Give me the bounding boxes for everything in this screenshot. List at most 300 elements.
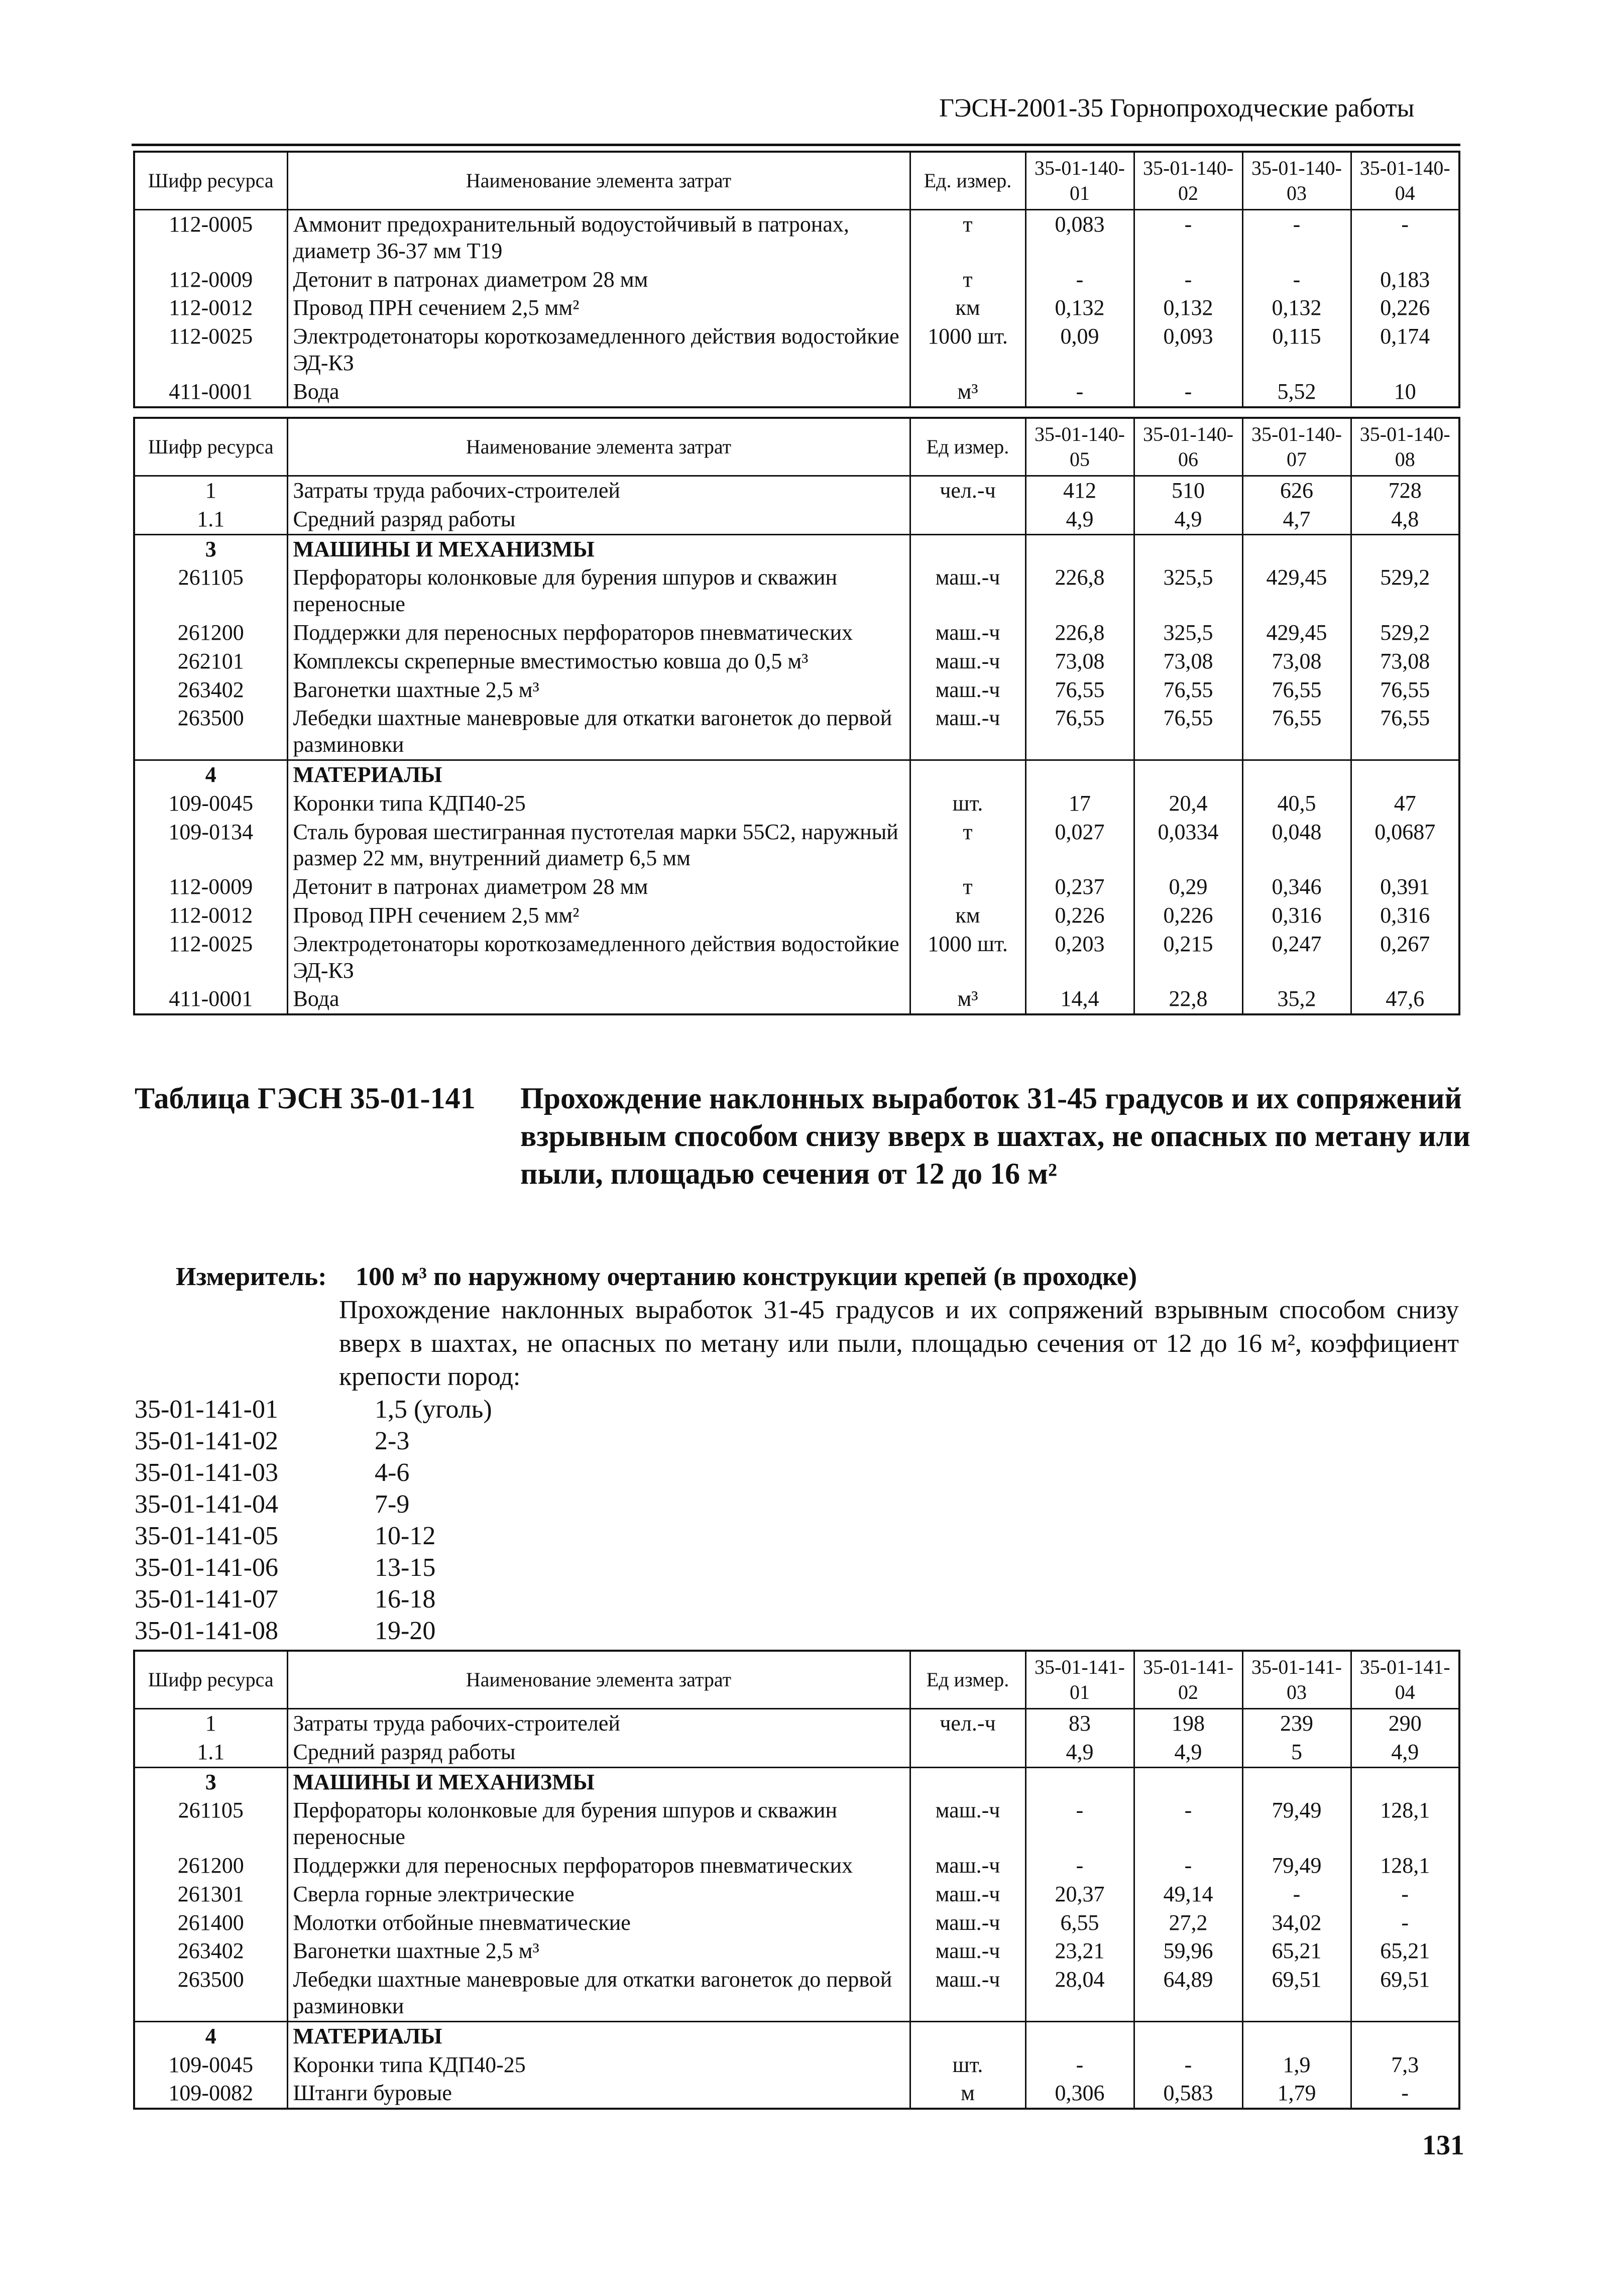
cell-value-2: 0,093 xyxy=(1134,322,1242,378)
header-col-1: 35-01-141-01 xyxy=(1025,1651,1134,1709)
cell-value-1: - xyxy=(1025,1796,1134,1852)
rock-hardness-value: 19-20 xyxy=(375,1617,436,1645)
header-divider xyxy=(132,144,1460,146)
cell-name: Средний разряд работы xyxy=(287,1738,910,1767)
cell-value-2: 64,89 xyxy=(1134,1966,1242,2021)
cell-code: 109-0045 xyxy=(134,2051,287,2080)
cell-value-2: - xyxy=(1134,1796,1242,1852)
cell-value-1: 83 xyxy=(1025,1709,1134,1738)
table-row xyxy=(134,676,1459,705)
cell-code: 263500 xyxy=(134,704,287,760)
cell-value-4: 0,391 xyxy=(1351,873,1459,901)
cell-value-4: - xyxy=(1351,1909,1459,1937)
cell-value-2: 325,5 xyxy=(1134,619,1242,647)
cell-value-3: 5 xyxy=(1242,1738,1351,1767)
header-col-2: 35-01-141-02 xyxy=(1134,1651,1242,1709)
cell-code: 109-0134 xyxy=(134,818,287,873)
cell-name: Перфораторы колонковые для бурения шпуров и скважин переносные xyxy=(287,563,910,619)
table-row xyxy=(134,476,1459,505)
cell-name: Провод ПРН сечением 2,5 мм² xyxy=(287,294,910,322)
cell-name: Лебедки шахтные маневровые для откатки вагонеток до первой разминовки xyxy=(287,1966,910,2021)
header-unit: Ед. измер. xyxy=(910,152,1025,210)
cell-value-1 xyxy=(1025,2021,1134,2050)
cell-value-3: 35,2 xyxy=(1242,985,1351,1014)
cell-value-2: 0,0334 xyxy=(1134,818,1242,873)
cell-name: Детонит в патронах диаметром 28 мм xyxy=(287,873,910,901)
header-col-3: 35-01-140-07 xyxy=(1242,418,1351,476)
cell-value-1: 76,55 xyxy=(1025,676,1134,705)
header-unit: Ед измер. xyxy=(910,418,1025,476)
cell-value-3: 0,316 xyxy=(1242,901,1351,930)
cell-code: 261105 xyxy=(134,563,287,619)
table-row xyxy=(134,930,1459,985)
cell-value-2: 198 xyxy=(1134,1709,1242,1738)
cell-code: 1 xyxy=(134,476,287,505)
cell-value-1: 14,4 xyxy=(1025,985,1134,1014)
cell-value-1: 0,237 xyxy=(1025,873,1134,901)
cell-unit: чел.-ч xyxy=(910,1709,1025,1738)
cell-unit xyxy=(910,534,1025,563)
cell-value-2: 76,55 xyxy=(1134,676,1242,705)
cell-value-4: 69,51 xyxy=(1351,1966,1459,2021)
cell-unit: маш.-ч xyxy=(910,1852,1025,1880)
cell-value-4: 76,55 xyxy=(1351,676,1459,705)
cell-value-2: 0,132 xyxy=(1134,294,1242,322)
cell-unit: маш.-ч xyxy=(910,1796,1025,1852)
cell-value-4: 0,226 xyxy=(1351,294,1459,322)
cell-value-3 xyxy=(1242,2021,1351,2050)
cell-value-3: - xyxy=(1242,1880,1351,1909)
cell-value-2: 325,5 xyxy=(1134,563,1242,619)
cell-value-1: - xyxy=(1025,1852,1134,1880)
cell-value-1: 0,306 xyxy=(1025,2079,1134,2109)
cell-unit: т xyxy=(910,210,1025,266)
cell-value-2: 0,29 xyxy=(1134,873,1242,901)
cell-value-3: 429,45 xyxy=(1242,563,1351,619)
cell-value-1: - xyxy=(1025,378,1134,407)
table-row xyxy=(134,789,1459,818)
cell-code: 262101 xyxy=(134,647,287,676)
cell-code: 263402 xyxy=(134,1937,287,1966)
table-row xyxy=(134,873,1459,901)
cell-value-3 xyxy=(1242,760,1351,789)
cell-unit: км xyxy=(910,294,1025,322)
header-col-2: 35-01-140-06 xyxy=(1134,418,1242,476)
cell-name: Лебедки шахтные маневровые для откатки вагонеток до первой разминовки xyxy=(287,704,910,760)
cell-value-4: 4,9 xyxy=(1351,1738,1459,1767)
cell-name: Аммонит предохранительный водоустойчивый в патронах, диаметр 36-37 мм Т19 xyxy=(287,210,910,266)
cell-value-3: 76,55 xyxy=(1242,704,1351,760)
cell-value-2: - xyxy=(1134,266,1242,294)
norm-code: 35-01-141-07 xyxy=(135,1585,278,1614)
cell-value-2: 4,9 xyxy=(1134,1738,1242,1767)
cell-code: 3 xyxy=(134,534,287,563)
cell-value-3: 429,45 xyxy=(1242,619,1351,647)
cell-value-2: 510 xyxy=(1134,476,1242,505)
page-number: 131 xyxy=(1422,2130,1464,2161)
cell-value-1: - xyxy=(1025,266,1134,294)
cell-value-3: 0,132 xyxy=(1242,294,1351,322)
cell-unit: т xyxy=(910,266,1025,294)
norm-code: 35-01-141-04 xyxy=(135,1490,278,1519)
cell-value-4: 76,55 xyxy=(1351,704,1459,760)
cell-unit: маш.-ч xyxy=(910,1880,1025,1909)
cell-value-3: 4,7 xyxy=(1242,505,1351,534)
cell-value-2: 49,14 xyxy=(1134,1880,1242,1909)
cell-value-1: 73,08 xyxy=(1025,647,1134,676)
table-row xyxy=(134,1937,1459,1966)
cell-unit: км xyxy=(910,901,1025,930)
cell-value-4: 290 xyxy=(1351,1709,1459,1738)
header-col-4: 35-01-140-04 xyxy=(1351,152,1459,210)
cell-unit: 1000 шт. xyxy=(910,930,1025,985)
rock-hardness-value: 1,5 (уголь) xyxy=(375,1395,492,1424)
resource-table-140-05-08 xyxy=(133,417,1460,1015)
cell-value-2: 0,226 xyxy=(1134,901,1242,930)
rock-hardness-value: 4-6 xyxy=(375,1458,410,1487)
cell-unit: шт. xyxy=(910,789,1025,818)
table-row xyxy=(134,1709,1459,1738)
rock-hardness-value: 2-3 xyxy=(375,1427,410,1455)
cell-code: 112-0025 xyxy=(134,322,287,378)
cell-code: 109-0082 xyxy=(134,2079,287,2109)
header-col-2: 35-01-140-02 xyxy=(1134,152,1242,210)
cell-code: 261105 xyxy=(134,1796,287,1852)
table-row xyxy=(134,704,1459,760)
cell-name: Детонит в патронах диаметром 28 мм xyxy=(287,266,910,294)
cell-code: 411-0001 xyxy=(134,378,287,407)
cell-value-1: 20,37 xyxy=(1025,1880,1134,1909)
cell-value-2: - xyxy=(1134,378,1242,407)
cell-value-1: 28,04 xyxy=(1025,1966,1134,2021)
measure-description: Прохождение наклонных выработок 31-45 градусов и их сопряжений взрывным способом снизу вверх в шахтах, не опасных по метану или пыли, площадью сечения от 12 до 16 м², коэффициент крепости пород: xyxy=(339,1296,1459,1392)
cell-name: Комплексы скреперные вместимостью ковша до 0,5 м³ xyxy=(287,647,910,676)
cell-value-4: 0,316 xyxy=(1351,901,1459,930)
table-row xyxy=(134,210,1459,266)
table-row xyxy=(134,619,1459,647)
cell-value-1: 0,027 xyxy=(1025,818,1134,873)
cell-value-4: 128,1 xyxy=(1351,1852,1459,1880)
cell-name: Поддержки для переносных перфораторов пневматических xyxy=(287,1852,910,1880)
cell-value-4: 529,2 xyxy=(1351,619,1459,647)
rock-hardness-value: 10-12 xyxy=(375,1522,436,1550)
cell-unit: чел.-ч xyxy=(910,476,1025,505)
cell-unit: шт. xyxy=(910,2051,1025,2080)
table-row xyxy=(134,378,1459,407)
table-row xyxy=(134,760,1459,789)
cell-value-2: 73,08 xyxy=(1134,647,1242,676)
cell-value-4: 65,21 xyxy=(1351,1937,1459,1966)
cell-value-4 xyxy=(1351,534,1459,563)
cell-value-1: 23,21 xyxy=(1025,1937,1134,1966)
cell-name: Коронки типа КДП40-25 xyxy=(287,2051,910,2080)
cell-name: МАТЕРИАЛЫ xyxy=(287,2021,910,2050)
cell-value-4: 73,08 xyxy=(1351,647,1459,676)
cell-value-1 xyxy=(1025,534,1134,563)
cell-unit: маш.-ч xyxy=(910,1937,1025,1966)
cell-value-1: 0,083 xyxy=(1025,210,1134,266)
cell-code: 261200 xyxy=(134,619,287,647)
cell-unit: 1000 шт. xyxy=(910,322,1025,378)
table-header-row xyxy=(134,1651,1459,1709)
table-row xyxy=(134,1966,1459,2021)
table-row xyxy=(134,901,1459,930)
resource-table-140-01-04 xyxy=(133,151,1460,408)
cell-unit: т xyxy=(910,818,1025,873)
table-row xyxy=(134,563,1459,619)
norm-code: 35-01-141-06 xyxy=(135,1553,278,1582)
cell-value-2 xyxy=(1134,1767,1242,1796)
cell-value-2: 0,215 xyxy=(1134,930,1242,985)
cell-name: Вода xyxy=(287,985,910,1014)
cell-value-1: 6,55 xyxy=(1025,1909,1134,1937)
cell-value-4: 47,6 xyxy=(1351,985,1459,1014)
table-row xyxy=(134,2021,1459,2050)
cell-value-2: 20,4 xyxy=(1134,789,1242,818)
rock-hardness-value: 16-18 xyxy=(375,1585,436,1614)
cell-code: 112-0012 xyxy=(134,294,287,322)
cell-unit: маш.-ч xyxy=(910,647,1025,676)
cell-code: 4 xyxy=(134,2021,287,2050)
cell-value-1: 0,226 xyxy=(1025,901,1134,930)
header-col-1: 35-01-140-01 xyxy=(1025,152,1134,210)
header-col-3: 35-01-140-03 xyxy=(1242,152,1351,210)
cell-value-2 xyxy=(1134,2021,1242,2050)
cell-unit: маш.-ч xyxy=(910,563,1025,619)
cell-value-1 xyxy=(1025,1767,1134,1796)
cell-unit: маш.-ч xyxy=(910,1909,1025,1937)
cell-code: 1.1 xyxy=(134,505,287,534)
cell-value-4: 0,0687 xyxy=(1351,818,1459,873)
cell-unit: м xyxy=(910,2079,1025,2109)
table-row xyxy=(134,2051,1459,2080)
header-col-1: 35-01-140-05 xyxy=(1025,418,1134,476)
table-row xyxy=(134,985,1459,1014)
cell-name: Поддержки для переносных перфораторов пневматических xyxy=(287,619,910,647)
cell-unit: маш.-ч xyxy=(910,676,1025,705)
cell-value-4: 0,183 xyxy=(1351,266,1459,294)
cell-value-3: 65,21 xyxy=(1242,1937,1351,1966)
cell-value-2: - xyxy=(1134,210,1242,266)
cell-value-4 xyxy=(1351,2021,1459,2050)
table-row xyxy=(134,266,1459,294)
cell-name: Средний разряд работы xyxy=(287,505,910,534)
cell-value-1: 0,203 xyxy=(1025,930,1134,985)
cell-value-2 xyxy=(1134,534,1242,563)
cell-value-1: 226,8 xyxy=(1025,619,1134,647)
norm-code: 35-01-141-02 xyxy=(135,1427,278,1455)
cell-code: 3 xyxy=(134,1767,287,1796)
norm-code: 35-01-141-05 xyxy=(135,1522,278,1550)
cell-value-3: 0,048 xyxy=(1242,818,1351,873)
table-row xyxy=(134,322,1459,378)
table-header-row xyxy=(134,418,1459,476)
cell-code: 112-0005 xyxy=(134,210,287,266)
cell-value-3: - xyxy=(1242,210,1351,266)
cell-unit xyxy=(910,760,1025,789)
cell-value-3: - xyxy=(1242,266,1351,294)
table-row xyxy=(134,1767,1459,1796)
cell-value-1: 412 xyxy=(1025,476,1134,505)
cell-value-4: - xyxy=(1351,1880,1459,1909)
cell-name: Затраты труда рабочих-строителей xyxy=(287,1709,910,1738)
cell-code: 112-0012 xyxy=(134,901,287,930)
cell-value-2 xyxy=(1134,760,1242,789)
cell-unit: маш.-ч xyxy=(910,704,1025,760)
cell-value-1: 4,9 xyxy=(1025,505,1134,534)
cell-value-1: 0,09 xyxy=(1025,322,1134,378)
header-col-3: 35-01-141-03 xyxy=(1242,1651,1351,1709)
cell-code: 112-0009 xyxy=(134,266,287,294)
cell-code: 261400 xyxy=(134,1909,287,1937)
table-row xyxy=(134,1738,1459,1767)
cell-value-3 xyxy=(1242,1767,1351,1796)
cell-value-2: 4,9 xyxy=(1134,505,1242,534)
cell-name: МАШИНЫ И МЕХАНИЗМЫ xyxy=(287,1767,910,1796)
header-col-4: 35-01-140-08 xyxy=(1351,418,1459,476)
cell-name: Штанги буровые xyxy=(287,2079,910,2109)
cell-value-3: 0,346 xyxy=(1242,873,1351,901)
cell-name: Вагонетки шахтные 2,5 м³ xyxy=(287,676,910,705)
cell-code: 112-0009 xyxy=(134,873,287,901)
cell-value-4: 0,267 xyxy=(1351,930,1459,985)
cell-unit: т xyxy=(910,873,1025,901)
cell-value-4: 47 xyxy=(1351,789,1459,818)
header-name: Наименование элемента затрат xyxy=(287,418,910,476)
header-name: Наименование элемента затрат xyxy=(287,152,910,210)
cell-value-4: 7,3 xyxy=(1351,2051,1459,2080)
cell-code: 1.1 xyxy=(134,1738,287,1767)
cell-code: 261301 xyxy=(134,1880,287,1909)
rock-hardness-value: 13-15 xyxy=(375,1553,436,1582)
cell-value-3: 5,52 xyxy=(1242,378,1351,407)
cell-value-2: 22,8 xyxy=(1134,985,1242,1014)
norm-code: 35-01-141-03 xyxy=(135,1458,278,1487)
cell-value-1: 226,8 xyxy=(1025,563,1134,619)
resource-table-141-01-04 xyxy=(133,1650,1460,2110)
table-title-label: Таблица ГЭСН 35-01-141 xyxy=(135,1082,476,1115)
table-row xyxy=(134,534,1459,563)
cell-unit: маш.-ч xyxy=(910,619,1025,647)
page-header: ГЭСН-2001-35 Горнопроходческие работы xyxy=(939,94,1415,123)
cell-name: Сталь буровая шестигранная пустотелая марки 55С2, наружный размер 22 мм, внутренний диаметр 6,5 мм xyxy=(287,818,910,873)
norm-code: 35-01-141-01 xyxy=(135,1395,278,1424)
header-code: Шифр ресурса xyxy=(134,152,287,210)
cell-code: 411-0001 xyxy=(134,985,287,1014)
cell-code: 263402 xyxy=(134,676,287,705)
cell-value-1: 4,9 xyxy=(1025,1738,1134,1767)
table-row xyxy=(134,818,1459,873)
cell-value-3: 76,55 xyxy=(1242,676,1351,705)
table-title-text: Прохождение наклонных выработок 31-45 градусов и их сопряжений взрывным способом снизу вверх в шахтах, не опасных по метану или пыли, площадью сечения от 12 до 16 м² xyxy=(520,1082,1470,1190)
cell-value-2: 27,2 xyxy=(1134,1909,1242,1937)
rock-hardness-value: 7-9 xyxy=(375,1490,410,1519)
cell-name: Электродетонаторы короткозамедленного действия водостойкие ЭД-КЗ xyxy=(287,930,910,985)
cell-name: Затраты труда рабочих-строителей xyxy=(287,476,910,505)
cell-value-4 xyxy=(1351,1767,1459,1796)
cell-name: Сверла горные электрические xyxy=(287,1880,910,1909)
cell-name: Перфораторы колонковые для бурения шпуров и скважин переносные xyxy=(287,1796,910,1852)
measure-value: 100 м³ по наружному очертанию конструкции крепей (в проходке) xyxy=(356,1262,1137,1291)
cell-value-3: 69,51 xyxy=(1242,1966,1351,2021)
cell-code: 1 xyxy=(134,1709,287,1738)
table-row xyxy=(134,1880,1459,1909)
header-unit: Ед измер. xyxy=(910,1651,1025,1709)
cell-value-3: 40,5 xyxy=(1242,789,1351,818)
cell-value-3: 1,9 xyxy=(1242,2051,1351,2080)
cell-value-4: 0,174 xyxy=(1351,322,1459,378)
cell-unit: м³ xyxy=(910,985,1025,1014)
cell-code: 112-0025 xyxy=(134,930,287,985)
cell-value-4: 4,8 xyxy=(1351,505,1459,534)
cell-code: 4 xyxy=(134,760,287,789)
cell-value-4: 128,1 xyxy=(1351,1796,1459,1852)
cell-unit xyxy=(910,2021,1025,2050)
cell-value-3: 73,08 xyxy=(1242,647,1351,676)
cell-value-1 xyxy=(1025,760,1134,789)
cell-value-4: - xyxy=(1351,2079,1459,2109)
cell-value-4: 529,2 xyxy=(1351,563,1459,619)
cell-value-2: 76,55 xyxy=(1134,704,1242,760)
table-row xyxy=(134,294,1459,322)
cell-name: МАТЕРИАЛЫ xyxy=(287,760,910,789)
table-row xyxy=(134,1852,1459,1880)
header-code: Шифр ресурса xyxy=(134,1651,287,1709)
cell-value-3: 0,247 xyxy=(1242,930,1351,985)
cell-unit xyxy=(910,1767,1025,1796)
cell-value-4: 728 xyxy=(1351,476,1459,505)
cell-value-1: 0,132 xyxy=(1025,294,1134,322)
cell-code: 261200 xyxy=(134,1852,287,1880)
cell-value-3: 626 xyxy=(1242,476,1351,505)
cell-value-2: - xyxy=(1134,2051,1242,2080)
cell-name: МАШИНЫ И МЕХАНИЗМЫ xyxy=(287,534,910,563)
cell-value-3: 239 xyxy=(1242,1709,1351,1738)
table-row xyxy=(134,1796,1459,1852)
cell-name: Вагонетки шахтные 2,5 м³ xyxy=(287,1937,910,1966)
cell-value-1: - xyxy=(1025,2051,1134,2080)
cell-name: Молотки отбойные пневматические xyxy=(287,1909,910,1937)
cell-value-2: 59,96 xyxy=(1134,1937,1242,1966)
cell-unit xyxy=(910,505,1025,534)
cell-name: Электродетонаторы короткозамедленного действия водостойкие ЭД-КЗ xyxy=(287,322,910,378)
cell-code: 263500 xyxy=(134,1966,287,2021)
cell-unit: маш.-ч xyxy=(910,1966,1025,2021)
measure-label: Измеритель: xyxy=(176,1262,327,1291)
header-name: Наименование элемента затрат xyxy=(287,1651,910,1709)
table-row xyxy=(134,647,1459,676)
cell-code: 109-0045 xyxy=(134,789,287,818)
cell-value-3: 0,115 xyxy=(1242,322,1351,378)
header-col-4: 35-01-141-04 xyxy=(1351,1651,1459,1709)
cell-value-3: 34,02 xyxy=(1242,1909,1351,1937)
cell-value-2: - xyxy=(1134,1852,1242,1880)
cell-value-4: - xyxy=(1351,210,1459,266)
cell-value-1: 17 xyxy=(1025,789,1134,818)
header-code: Шифр ресурса xyxy=(134,418,287,476)
table-header-row xyxy=(134,152,1459,210)
cell-name: Вода xyxy=(287,378,910,407)
norm-code: 35-01-141-08 xyxy=(135,1617,278,1645)
cell-name: Провод ПРН сечением 2,5 мм² xyxy=(287,901,910,930)
cell-unit xyxy=(910,1738,1025,1767)
cell-value-3 xyxy=(1242,534,1351,563)
cell-value-3: 1,79 xyxy=(1242,2079,1351,2109)
table-row xyxy=(134,505,1459,534)
table-row xyxy=(134,1909,1459,1937)
cell-value-1: 76,55 xyxy=(1025,704,1134,760)
cell-name: Коронки типа КДП40-25 xyxy=(287,789,910,818)
